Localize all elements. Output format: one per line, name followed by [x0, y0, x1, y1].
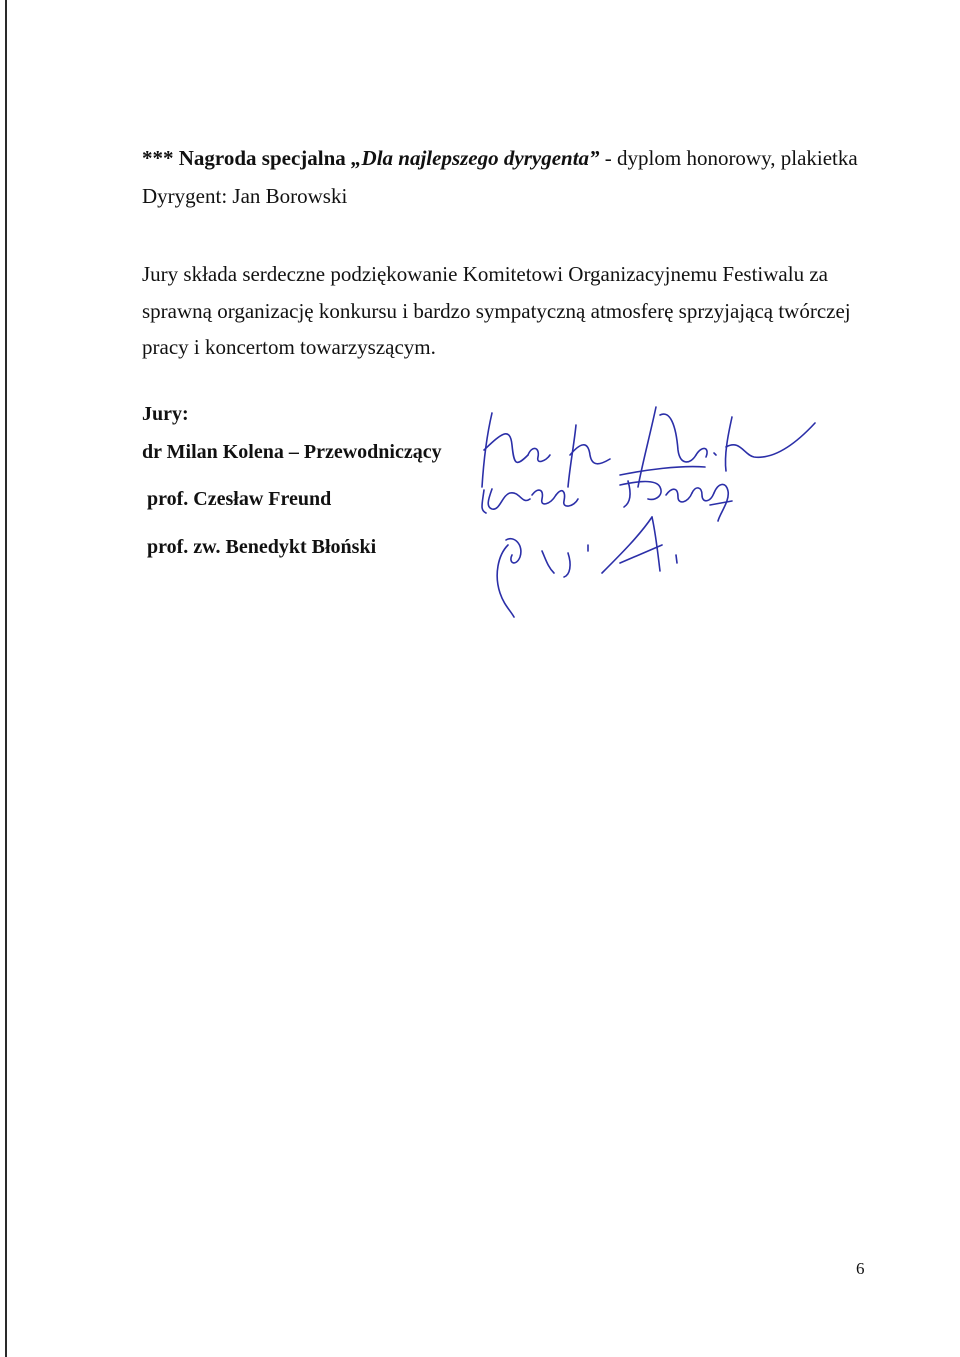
award-name: „Dla najlepszego dyrygenta” [351, 146, 600, 170]
jury-member: prof. Czesław Freund [147, 488, 332, 510]
signatures-block [470, 395, 840, 625]
conductor-line: Dyrygent: Jan Borowski [142, 184, 348, 208]
jury-heading: Jury: [142, 403, 189, 425]
page-edge-line [5, 0, 7, 1357]
page-number: 6 [856, 1259, 865, 1278]
award-title: Nagroda specjalna [178, 146, 346, 170]
handwritten-signatures [470, 395, 840, 625]
jury-member-chair: dr Milan Kolena – Przewodniczący [142, 441, 442, 463]
thanks-paragraph: Jury składa serdeczne podziękowanie Komitetowi Organizacyjnemu Festiwalu za sprawną organizację konkursu i bardzo sympatyczną atmosferę sprzyjającą twórczej pracy i koncertom towarzyszącym. [142, 262, 851, 359]
award-stars: *** [142, 146, 174, 170]
jury-member: prof. zw. Benedykt Błoński [147, 536, 377, 558]
special-award-line [142, 146, 858, 170]
award-prize: - dyplom honorowy, plakietka [599, 146, 858, 170]
